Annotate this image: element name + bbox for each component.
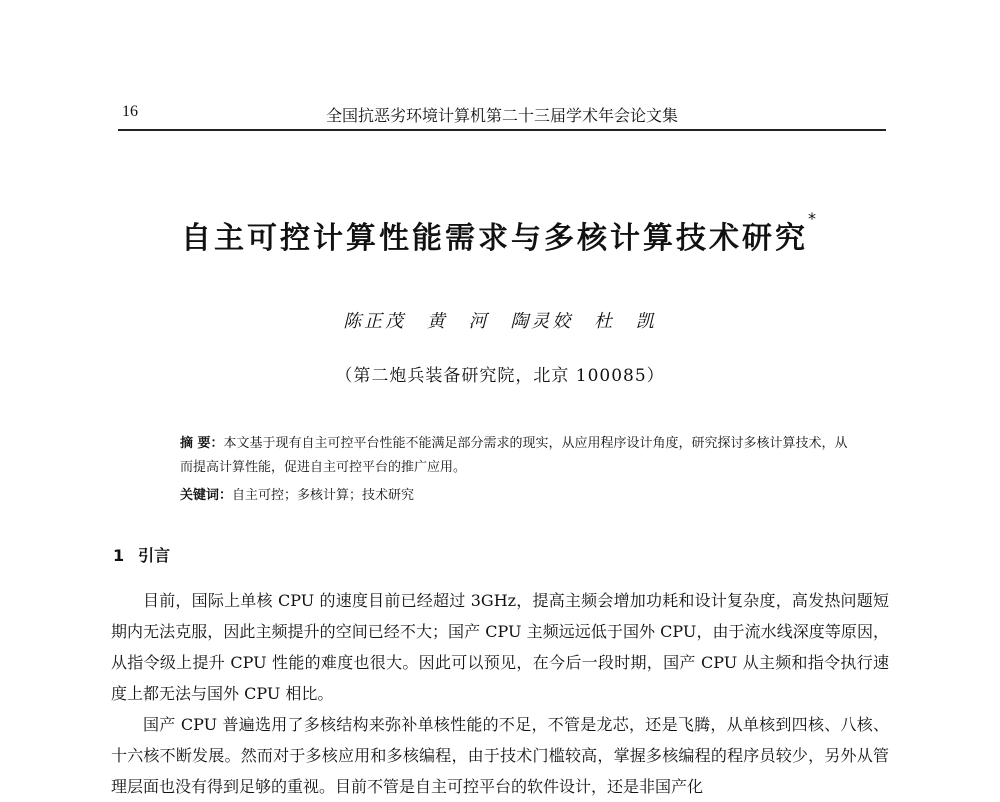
running-header xyxy=(118,101,886,131)
authors: 陈正茂 黄 河 陶灵姣 杜 凯 xyxy=(343,311,657,332)
paper-title xyxy=(100,209,900,257)
section-heading xyxy=(113,543,170,566)
abstract-text: 本文基于现有自主可控平台性能不能满足部分需求的现实，从应用程序设计角度，研究探讨多核计算技术，从而提高计算性能，促进自主可控平台的推广应用。 xyxy=(180,436,848,475)
keywords-text: 自主可控；多核计算；技术研究 xyxy=(232,488,415,503)
running-head-title: 全国抗恶劣环境计算机第二十三届学术年会论文集 xyxy=(325,106,678,125)
keywords xyxy=(180,484,414,503)
abstract xyxy=(150,432,850,480)
keywords-label: 关键词： xyxy=(180,488,233,503)
section-title: 引言 xyxy=(138,546,171,565)
title-footnote-mark: * xyxy=(808,209,819,228)
body-text xyxy=(111,585,889,802)
page-number: 16 xyxy=(122,103,138,120)
affiliation: （第二炮兵装备研究院，北京 100085） xyxy=(335,366,665,386)
paper-title-text: 自主可控计算性能需求与多核计算技术研究 xyxy=(181,221,808,256)
abstract-label: 摘 要： xyxy=(180,436,224,451)
paragraph: 国产 CPU 普遍选用了多核结构来弥补单核性能的不足，不管是龙芯，还是飞腾，从单核到四核、八核、十六核不断发展。然而对于多核应用和多核编程，由于技术门槛较高，掌握多核编程的程序员较少，另外从管理层面也没有得到足够的重视。目前不管是自主可控平台的软件设计，还是非国产化 xyxy=(111,715,889,796)
paragraph: 目前，国际上单核 CPU 的速度目前已经超过 3GHz，提高主频会增加功耗和设计复杂度，高发热问题短期内无法克服，因此主频提升的空间已经不大；国产 CPU 主频远远低于国外 CPU，由于流水线深度等原因，从指令级上提升 CPU 性能的难度也很大。因此可以预见，在今后一段时期，国产 CPU 从主频和指令执行速度上都无法与国外 CPU 相比。 xyxy=(111,591,889,703)
section-number: 1 xyxy=(113,546,125,565)
